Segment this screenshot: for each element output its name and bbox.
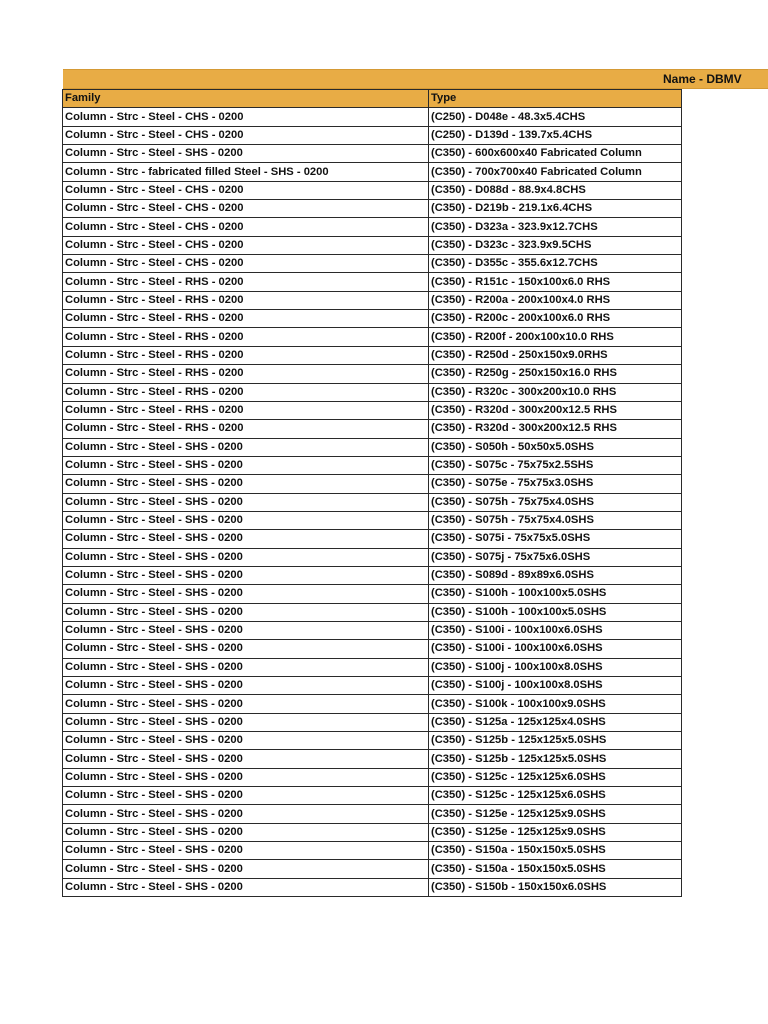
- type-cell[interactable]: (C350) - D088d - 88.9x4.8CHS: [429, 181, 682, 199]
- type-cell[interactable]: (C350) - R250d - 250x150x9.0RHS: [429, 346, 682, 364]
- type-cell[interactable]: (C350) - R250g - 250x150x16.0 RHS: [429, 365, 682, 383]
- type-cell[interactable]: (C350) - S075i - 75x75x5.0SHS: [429, 530, 682, 548]
- type-cell[interactable]: (C350) - S125e - 125x125x9.0SHS: [429, 823, 682, 841]
- type-cell[interactable]: (C350) - D323a - 323.9x12.7CHS: [429, 218, 682, 236]
- column-header-type[interactable]: Type: [429, 90, 682, 108]
- family-cell[interactable]: Column - Strc - Steel - CHS - 0200: [63, 108, 429, 126]
- type-cell[interactable]: (C350) - S100j - 100x100x8.0SHS: [429, 658, 682, 676]
- table-row: [63, 126, 682, 144]
- column-header-family[interactable]: Family: [63, 90, 429, 108]
- family-cell[interactable]: Column - Strc - Steel - SHS - 0200: [63, 621, 429, 639]
- family-cell[interactable]: Column - Strc - Steel - RHS - 0200: [63, 291, 429, 309]
- family-cell[interactable]: Column - Strc - Steel - SHS - 0200: [63, 805, 429, 823]
- table-row: [63, 200, 682, 218]
- type-cell[interactable]: (C350) - D323c - 323.9x9.5CHS: [429, 236, 682, 254]
- type-cell[interactable]: (C350) - S075h - 75x75x4.0SHS: [429, 493, 682, 511]
- family-cell[interactable]: Column - Strc - Steel - SHS - 0200: [63, 732, 429, 750]
- family-cell[interactable]: Column - Strc - Steel - SHS - 0200: [63, 640, 429, 658]
- header-row: [63, 90, 682, 108]
- type-cell[interactable]: (C350) - S075e - 75x75x3.0SHS: [429, 475, 682, 493]
- family-cell[interactable]: Column - Strc - Steel - CHS - 0200: [63, 200, 429, 218]
- family-cell[interactable]: Column - Strc - Steel - SHS - 0200: [63, 585, 429, 603]
- type-cell[interactable]: (C350) - S125e - 125x125x9.0SHS: [429, 805, 682, 823]
- family-cell[interactable]: Column - Strc - Steel - SHS - 0200: [63, 677, 429, 695]
- table-row: [63, 732, 682, 750]
- family-cell[interactable]: Column - Strc - Steel - CHS - 0200: [63, 236, 429, 254]
- table-row: [63, 163, 682, 181]
- family-cell[interactable]: Column - Strc - Steel - SHS - 0200: [63, 878, 429, 896]
- family-cell[interactable]: Column - Strc - Steel - SHS - 0200: [63, 823, 429, 841]
- table-row: [63, 291, 682, 309]
- family-cell[interactable]: Column - Strc - Steel - SHS - 0200: [63, 658, 429, 676]
- table-row: [63, 438, 682, 456]
- type-cell[interactable]: (C250) - D048e - 48.3x5.4CHS: [429, 108, 682, 126]
- table-row: [63, 768, 682, 786]
- table-row: [63, 805, 682, 823]
- schedule-table: [62, 89, 682, 897]
- table-row: [63, 310, 682, 328]
- table-row: [63, 658, 682, 676]
- table-row: [63, 860, 682, 878]
- family-cell[interactable]: Column - Strc - Steel - SHS - 0200: [63, 511, 429, 529]
- table-row: [63, 566, 682, 584]
- table-row: [63, 511, 682, 529]
- family-cell[interactable]: Column - Strc - fabricated filled Steel - SHS - 0200: [63, 163, 429, 181]
- table-row: [63, 420, 682, 438]
- family-cell[interactable]: Column - Strc - Steel - SHS - 0200: [63, 750, 429, 768]
- family-cell[interactable]: Column - Strc - Steel - SHS - 0200: [63, 145, 429, 163]
- table-row: [63, 842, 682, 860]
- table-row: [63, 823, 682, 841]
- table-row: [63, 236, 682, 254]
- family-cell[interactable]: Column - Strc - Steel - SHS - 0200: [63, 475, 429, 493]
- type-cell[interactable]: (C350) - S100k - 100x100x9.0SHS: [429, 695, 682, 713]
- family-cell[interactable]: Column - Strc - Steel - SHS - 0200: [63, 548, 429, 566]
- family-cell[interactable]: Column - Strc - Steel - SHS - 0200: [63, 603, 429, 621]
- family-cell[interactable]: Column - Strc - Steel - RHS - 0200: [63, 273, 429, 291]
- type-cell[interactable]: (C350) - R151c - 150x100x6.0 RHS: [429, 273, 682, 291]
- type-cell[interactable]: (C350) - R320d - 300x200x12.5 RHS: [429, 420, 682, 438]
- type-cell[interactable]: (C350) - D355c - 355.6x12.7CHS: [429, 255, 682, 273]
- table-row: [63, 548, 682, 566]
- family-cell[interactable]: Column - Strc - Steel - RHS - 0200: [63, 310, 429, 328]
- family-cell[interactable]: Column - Strc - Steel - SHS - 0200: [63, 768, 429, 786]
- table-row: [63, 145, 682, 163]
- table-row: [63, 383, 682, 401]
- family-cell[interactable]: Column - Strc - Steel - SHS - 0200: [63, 842, 429, 860]
- table-row: [63, 401, 682, 419]
- type-cell[interactable]: (C350) - D219b - 219.1x6.4CHS: [429, 200, 682, 218]
- type-cell[interactable]: (C250) - D139d - 139.7x5.4CHS: [429, 126, 682, 144]
- table-row: [63, 218, 682, 236]
- type-cell[interactable]: (C350) - S100i - 100x100x6.0SHS: [429, 640, 682, 658]
- type-cell[interactable]: (C350) - S150a - 150x150x5.0SHS: [429, 842, 682, 860]
- table-row: [63, 365, 682, 383]
- table-row: [63, 750, 682, 768]
- family-cell[interactable]: Column - Strc - Steel - SHS - 0200: [63, 787, 429, 805]
- type-cell[interactable]: (C350) - S100h - 100x100x5.0SHS: [429, 603, 682, 621]
- table-row: [63, 108, 682, 126]
- type-cell[interactable]: (C350) - S100i - 100x100x6.0SHS: [429, 621, 682, 639]
- type-cell[interactable]: (C350) - R200a - 200x100x4.0 RHS: [429, 291, 682, 309]
- table-row: [63, 603, 682, 621]
- type-cell[interactable]: (C350) - S089d - 89x89x6.0SHS: [429, 566, 682, 584]
- family-cell[interactable]: Column - Strc - Steel - CHS - 0200: [63, 181, 429, 199]
- table-row: [63, 456, 682, 474]
- table-header: [63, 90, 682, 108]
- sheet-name-label: Name - DBMV: [663, 72, 742, 86]
- type-cell[interactable]: (C350) - R320d - 300x200x12.5 RHS: [429, 401, 682, 419]
- family-cell[interactable]: Column - Strc - Steel - CHS - 0200: [63, 218, 429, 236]
- type-cell[interactable]: (C350) - S075h - 75x75x4.0SHS: [429, 511, 682, 529]
- type-cell[interactable]: (C350) - S125c - 125x125x6.0SHS: [429, 768, 682, 786]
- table-row: [63, 475, 682, 493]
- type-cell[interactable]: (C350) - S125c - 125x125x6.0SHS: [429, 787, 682, 805]
- table-row: [63, 677, 682, 695]
- table-row: [63, 530, 682, 548]
- type-cell[interactable]: (C350) - S100h - 100x100x5.0SHS: [429, 585, 682, 603]
- table-row: [63, 695, 682, 713]
- table-row: [63, 346, 682, 364]
- table-row: [63, 713, 682, 731]
- type-cell[interactable]: (C350) - S050h - 50x50x5.0SHS: [429, 438, 682, 456]
- family-cell[interactable]: Column - Strc - Steel - SHS - 0200: [63, 493, 429, 511]
- family-cell[interactable]: Column - Strc - Steel - RHS - 0200: [63, 346, 429, 364]
- table-row: [63, 181, 682, 199]
- type-cell[interactable]: (C350) - R200c - 200x100x6.0 RHS: [429, 310, 682, 328]
- family-cell[interactable]: Column - Strc - Steel - RHS - 0200: [63, 365, 429, 383]
- type-cell[interactable]: (C350) - 700x700x40 Fabricated Column: [429, 163, 682, 181]
- family-cell[interactable]: Column - Strc - Steel - SHS - 0200: [63, 456, 429, 474]
- table-row: [63, 878, 682, 896]
- family-cell[interactable]: Column - Strc - Steel - SHS - 0200: [63, 530, 429, 548]
- family-cell[interactable]: Column - Strc - Steel - RHS - 0200: [63, 383, 429, 401]
- type-cell[interactable]: (C350) - S150a - 150x150x5.0SHS: [429, 860, 682, 878]
- type-cell[interactable]: (C350) - S125a - 125x125x4.0SHS: [429, 713, 682, 731]
- table-row: [63, 328, 682, 346]
- family-cell[interactable]: Column - Strc - Steel - CHS - 0200: [63, 255, 429, 273]
- table-row: [63, 621, 682, 639]
- sheet-title-banner: [63, 69, 768, 89]
- family-cell[interactable]: Column - Strc - Steel - RHS - 0200: [63, 420, 429, 438]
- type-cell[interactable]: (C350) - S075j - 75x75x6.0SHS: [429, 548, 682, 566]
- table-body: [63, 108, 682, 897]
- family-cell[interactable]: Column - Strc - Steel - SHS - 0200: [63, 438, 429, 456]
- table-row: [63, 273, 682, 291]
- type-cell[interactable]: (C350) - 600x600x40 Fabricated Column: [429, 145, 682, 163]
- type-cell[interactable]: (C350) - S150b - 150x150x6.0SHS: [429, 878, 682, 896]
- family-cell[interactable]: Column - Strc - Steel - SHS - 0200: [63, 566, 429, 584]
- type-cell[interactable]: (C350) - R320c - 300x200x10.0 RHS: [429, 383, 682, 401]
- type-cell[interactable]: (C350) - S125b - 125x125x5.0SHS: [429, 750, 682, 768]
- table-row: [63, 585, 682, 603]
- type-cell[interactable]: (C350) - S100j - 100x100x8.0SHS: [429, 677, 682, 695]
- type-cell[interactable]: (C350) - S075c - 75x75x2.5SHS: [429, 456, 682, 474]
- table-row: [63, 255, 682, 273]
- family-cell[interactable]: Column - Strc - Steel - CHS - 0200: [63, 126, 429, 144]
- type-cell[interactable]: (C350) - S125b - 125x125x5.0SHS: [429, 732, 682, 750]
- family-cell[interactable]: Column - Strc - Steel - SHS - 0200: [63, 695, 429, 713]
- table-row: [63, 493, 682, 511]
- table-row: [63, 640, 682, 658]
- family-cell[interactable]: Column - Strc - Steel - SHS - 0200: [63, 860, 429, 878]
- family-cell[interactable]: Column - Strc - Steel - SHS - 0200: [63, 713, 429, 731]
- type-cell[interactable]: (C350) - R200f - 200x100x10.0 RHS: [429, 328, 682, 346]
- family-cell[interactable]: Column - Strc - Steel - RHS - 0200: [63, 401, 429, 419]
- family-cell[interactable]: Column - Strc - Steel - RHS - 0200: [63, 328, 429, 346]
- table-row: [63, 787, 682, 805]
